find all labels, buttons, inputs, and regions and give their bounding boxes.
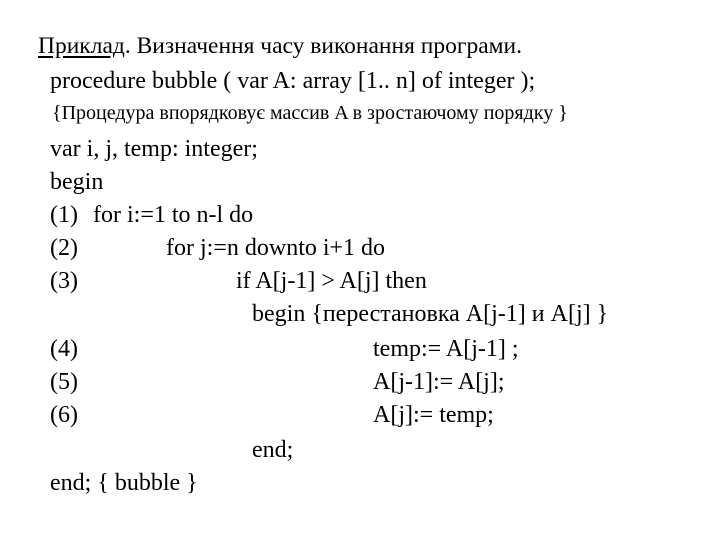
procedure-header-line: procedure bubble ( var A: array [1.. n] of integer ); <box>50 68 536 94</box>
code-line-3: if A[j-1] > A[j] then <box>236 268 427 294</box>
code-line-1: for i:=1 to n-l do <box>93 202 254 228</box>
line-number-2: (2) <box>50 235 78 261</box>
procedure-comment-line: {Процедура впорядковує массив A в зростаючому порядку } <box>52 102 568 124</box>
inner-end-line: end; <box>252 437 294 463</box>
slide-title <box>38 35 522 59</box>
title-underlined-word: Приклад <box>38 33 125 59</box>
line-number-6: (6) <box>50 402 78 428</box>
code-line-6: A[j]:= temp; <box>373 402 494 428</box>
code-line-2: for j:=n downto i+1 do <box>166 235 386 261</box>
line-number-4: (4) <box>50 336 78 362</box>
title-rest: . Визначення часу виконання програми. <box>124 33 522 59</box>
var-declaration-line: var i, j, temp: integer; <box>50 136 258 162</box>
inner-begin-line: begin {перестановка A[j-1] и A[j] } <box>252 301 609 327</box>
line-number-3: (3) <box>50 268 78 294</box>
begin-line: begin <box>50 169 104 195</box>
line-number-1: (1) <box>50 202 78 228</box>
code-line-4: temp:= A[j-1] ; <box>373 336 519 362</box>
line-number-5: (5) <box>50 369 78 395</box>
end-procedure-line: end; { bubble } <box>50 470 198 496</box>
code-line-5: A[j-1]:= A[j]; <box>373 369 505 395</box>
